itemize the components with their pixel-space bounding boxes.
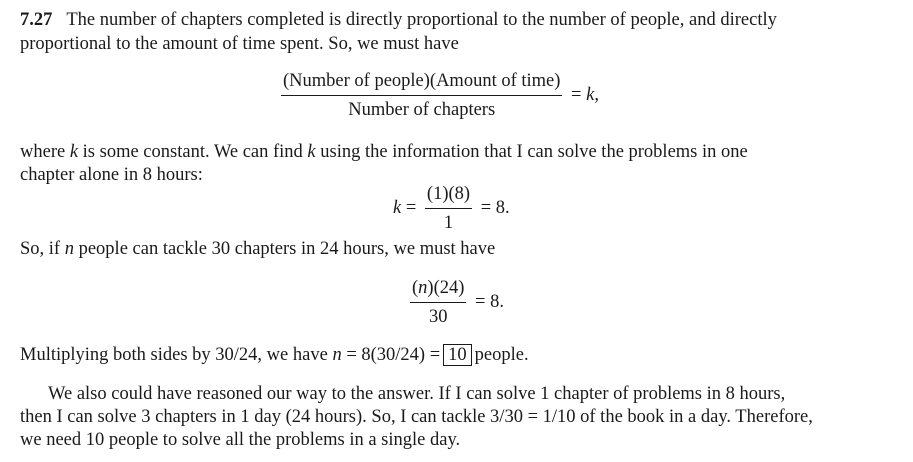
constant-k: k bbox=[586, 84, 595, 105]
equals-sign: = bbox=[405, 197, 417, 218]
var-n: n bbox=[64, 239, 74, 259]
result: = 8. bbox=[475, 291, 504, 312]
result: = 8. bbox=[480, 197, 510, 218]
problem-number: 7.27 bbox=[20, 10, 53, 30]
proportion-fraction bbox=[281, 70, 562, 121]
paren: ( bbox=[412, 278, 419, 298]
text: where bbox=[20, 142, 70, 162]
intro-line-1 bbox=[20, 9, 777, 31]
fraction-numerator: (1)(8) bbox=[425, 183, 472, 209]
equation-proportionality bbox=[277, 70, 599, 121]
answer-box: 10 bbox=[443, 344, 472, 366]
fraction-denominator: 1 bbox=[443, 213, 454, 233]
para3 bbox=[20, 238, 495, 260]
para5-line-2: then I can solve 3 chapters in 1 day (24 hours). So, I can tackle 3/30 = 1/10 of the book in a day. Therefore, bbox=[20, 407, 813, 427]
var-k: k bbox=[393, 197, 402, 218]
text: )(24) bbox=[427, 278, 465, 298]
para5-line-1: We also could have reasoned our way to the answer. If I can solve 1 chapter of problems in 8 hours, bbox=[48, 384, 786, 404]
k-fraction bbox=[425, 183, 472, 234]
comma: , bbox=[594, 84, 599, 105]
fraction-numerator bbox=[410, 277, 466, 303]
text: Multiplying both sides by 30/24, we have bbox=[20, 345, 333, 365]
var-n: n bbox=[418, 278, 428, 298]
equation-n bbox=[406, 277, 504, 328]
text: people. bbox=[474, 345, 529, 365]
text: people can tackle 30 chapters in 24 hours, we must have bbox=[73, 239, 496, 259]
para2-line-2: chapter alone in 8 hours: bbox=[20, 165, 203, 185]
var-k: k bbox=[307, 142, 316, 162]
var-k: k bbox=[69, 142, 79, 162]
n-fraction bbox=[410, 277, 466, 328]
var-n: n bbox=[332, 345, 342, 365]
text: using the information that I can solve the problems in one bbox=[315, 142, 748, 162]
equals-sign: = bbox=[571, 84, 582, 105]
fraction-numerator: (Number of people)(Amount of time) bbox=[281, 70, 562, 96]
fraction-denominator: Number of chapters bbox=[348, 100, 496, 120]
para4 bbox=[20, 344, 529, 366]
text: is some constant. We can find bbox=[78, 142, 308, 162]
para5-line-3: we need 10 people to solve all the problems in a single day. bbox=[20, 430, 461, 450]
para2-line-1 bbox=[20, 141, 748, 163]
equation-k bbox=[393, 183, 510, 234]
intro-line-2: proportional to the amount of time spent. So, we must have bbox=[20, 34, 459, 54]
text: So, if bbox=[20, 239, 65, 259]
fraction-denominator: 30 bbox=[428, 307, 448, 327]
intro-text-1: The number of chapters completed is directly proportional to the number of people, and directly bbox=[66, 10, 777, 30]
text: = 8(30/24) = bbox=[341, 345, 441, 365]
